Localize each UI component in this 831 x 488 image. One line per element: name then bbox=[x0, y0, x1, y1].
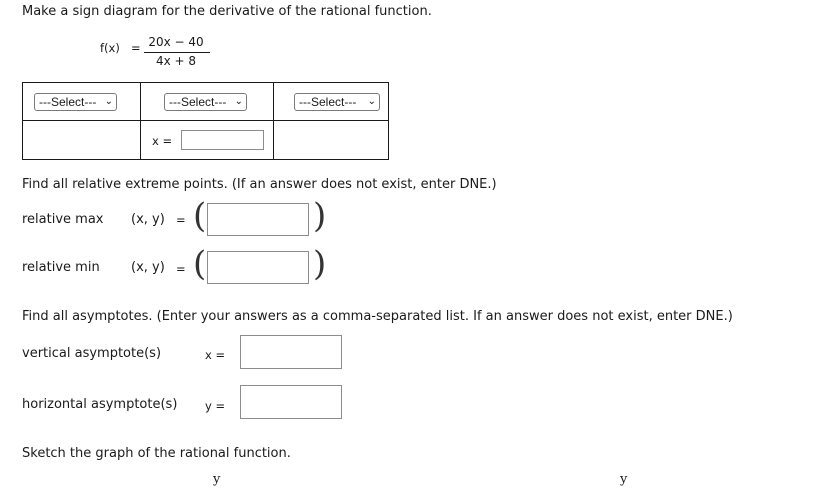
select-label: ---Select--- bbox=[299, 95, 357, 109]
asymptotes-instruction: Find all asymptotes. (Enter your answers as a comma-separated list. If an answer does not exist, enter DNE.) bbox=[22, 309, 733, 324]
sketch-instruction: Sketch the graph of the rational function. bbox=[22, 446, 291, 461]
select-label: ---Select--- bbox=[169, 95, 227, 109]
relative-min-input[interactable] bbox=[207, 251, 309, 284]
sign-select-middle[interactable] bbox=[164, 93, 247, 111]
horizontal-asymptote-input[interactable] bbox=[240, 385, 342, 419]
close-paren: ) bbox=[313, 244, 327, 284]
select-label: ---Select--- bbox=[39, 95, 97, 109]
relative-max-label: relative max bbox=[22, 212, 104, 227]
fraction-bar bbox=[144, 52, 210, 53]
chevron-down-icon: ⌄ bbox=[367, 96, 376, 107]
table-divider bbox=[140, 83, 141, 159]
critical-x-label: x = bbox=[152, 134, 173, 148]
vertical-asymptote-var: x = bbox=[205, 348, 226, 362]
relative-min-label: relative min bbox=[22, 260, 100, 275]
function-denominator: 4x + 8 bbox=[155, 54, 197, 68]
relative-max-equals: = bbox=[176, 213, 186, 227]
open-paren: ( bbox=[193, 244, 207, 284]
extrema-instruction: Find all relative extreme points. (If an answer does not exist, enter DNE.) bbox=[22, 177, 497, 192]
table-divider bbox=[23, 120, 388, 121]
open-paren: ( bbox=[193, 196, 207, 236]
horizontal-asymptote-var: y = bbox=[205, 399, 226, 413]
chevron-down-icon: ⌄ bbox=[104, 96, 113, 107]
vertical-asymptote-input[interactable] bbox=[240, 335, 342, 369]
vertical-asymptote-label: vertical asymptote(s) bbox=[22, 346, 162, 361]
relative-min-xy-label: (x, y) bbox=[131, 260, 165, 275]
function-equals: = bbox=[131, 41, 141, 55]
chevron-down-icon: ⌄ bbox=[234, 96, 243, 107]
relative-min-equals: = bbox=[176, 262, 186, 276]
graph-y-axis-label: y bbox=[620, 472, 628, 487]
relative-max-input[interactable] bbox=[207, 203, 309, 236]
horizontal-asymptote-label: horizontal asymptote(s) bbox=[22, 397, 178, 412]
sign-select-left[interactable] bbox=[34, 93, 117, 111]
question-title: Make a sign diagram for the derivative of the rational function. bbox=[22, 4, 432, 19]
close-paren: ) bbox=[313, 196, 327, 236]
function-numerator: 20x − 40 bbox=[148, 35, 204, 49]
graph-y-axis-label: y bbox=[213, 472, 221, 487]
sign-select-right[interactable] bbox=[294, 93, 380, 111]
relative-max-xy-label: (x, y) bbox=[131, 212, 165, 227]
table-divider bbox=[273, 83, 274, 159]
critical-x-input[interactable] bbox=[181, 130, 264, 150]
function-label: f(x) bbox=[100, 41, 120, 55]
